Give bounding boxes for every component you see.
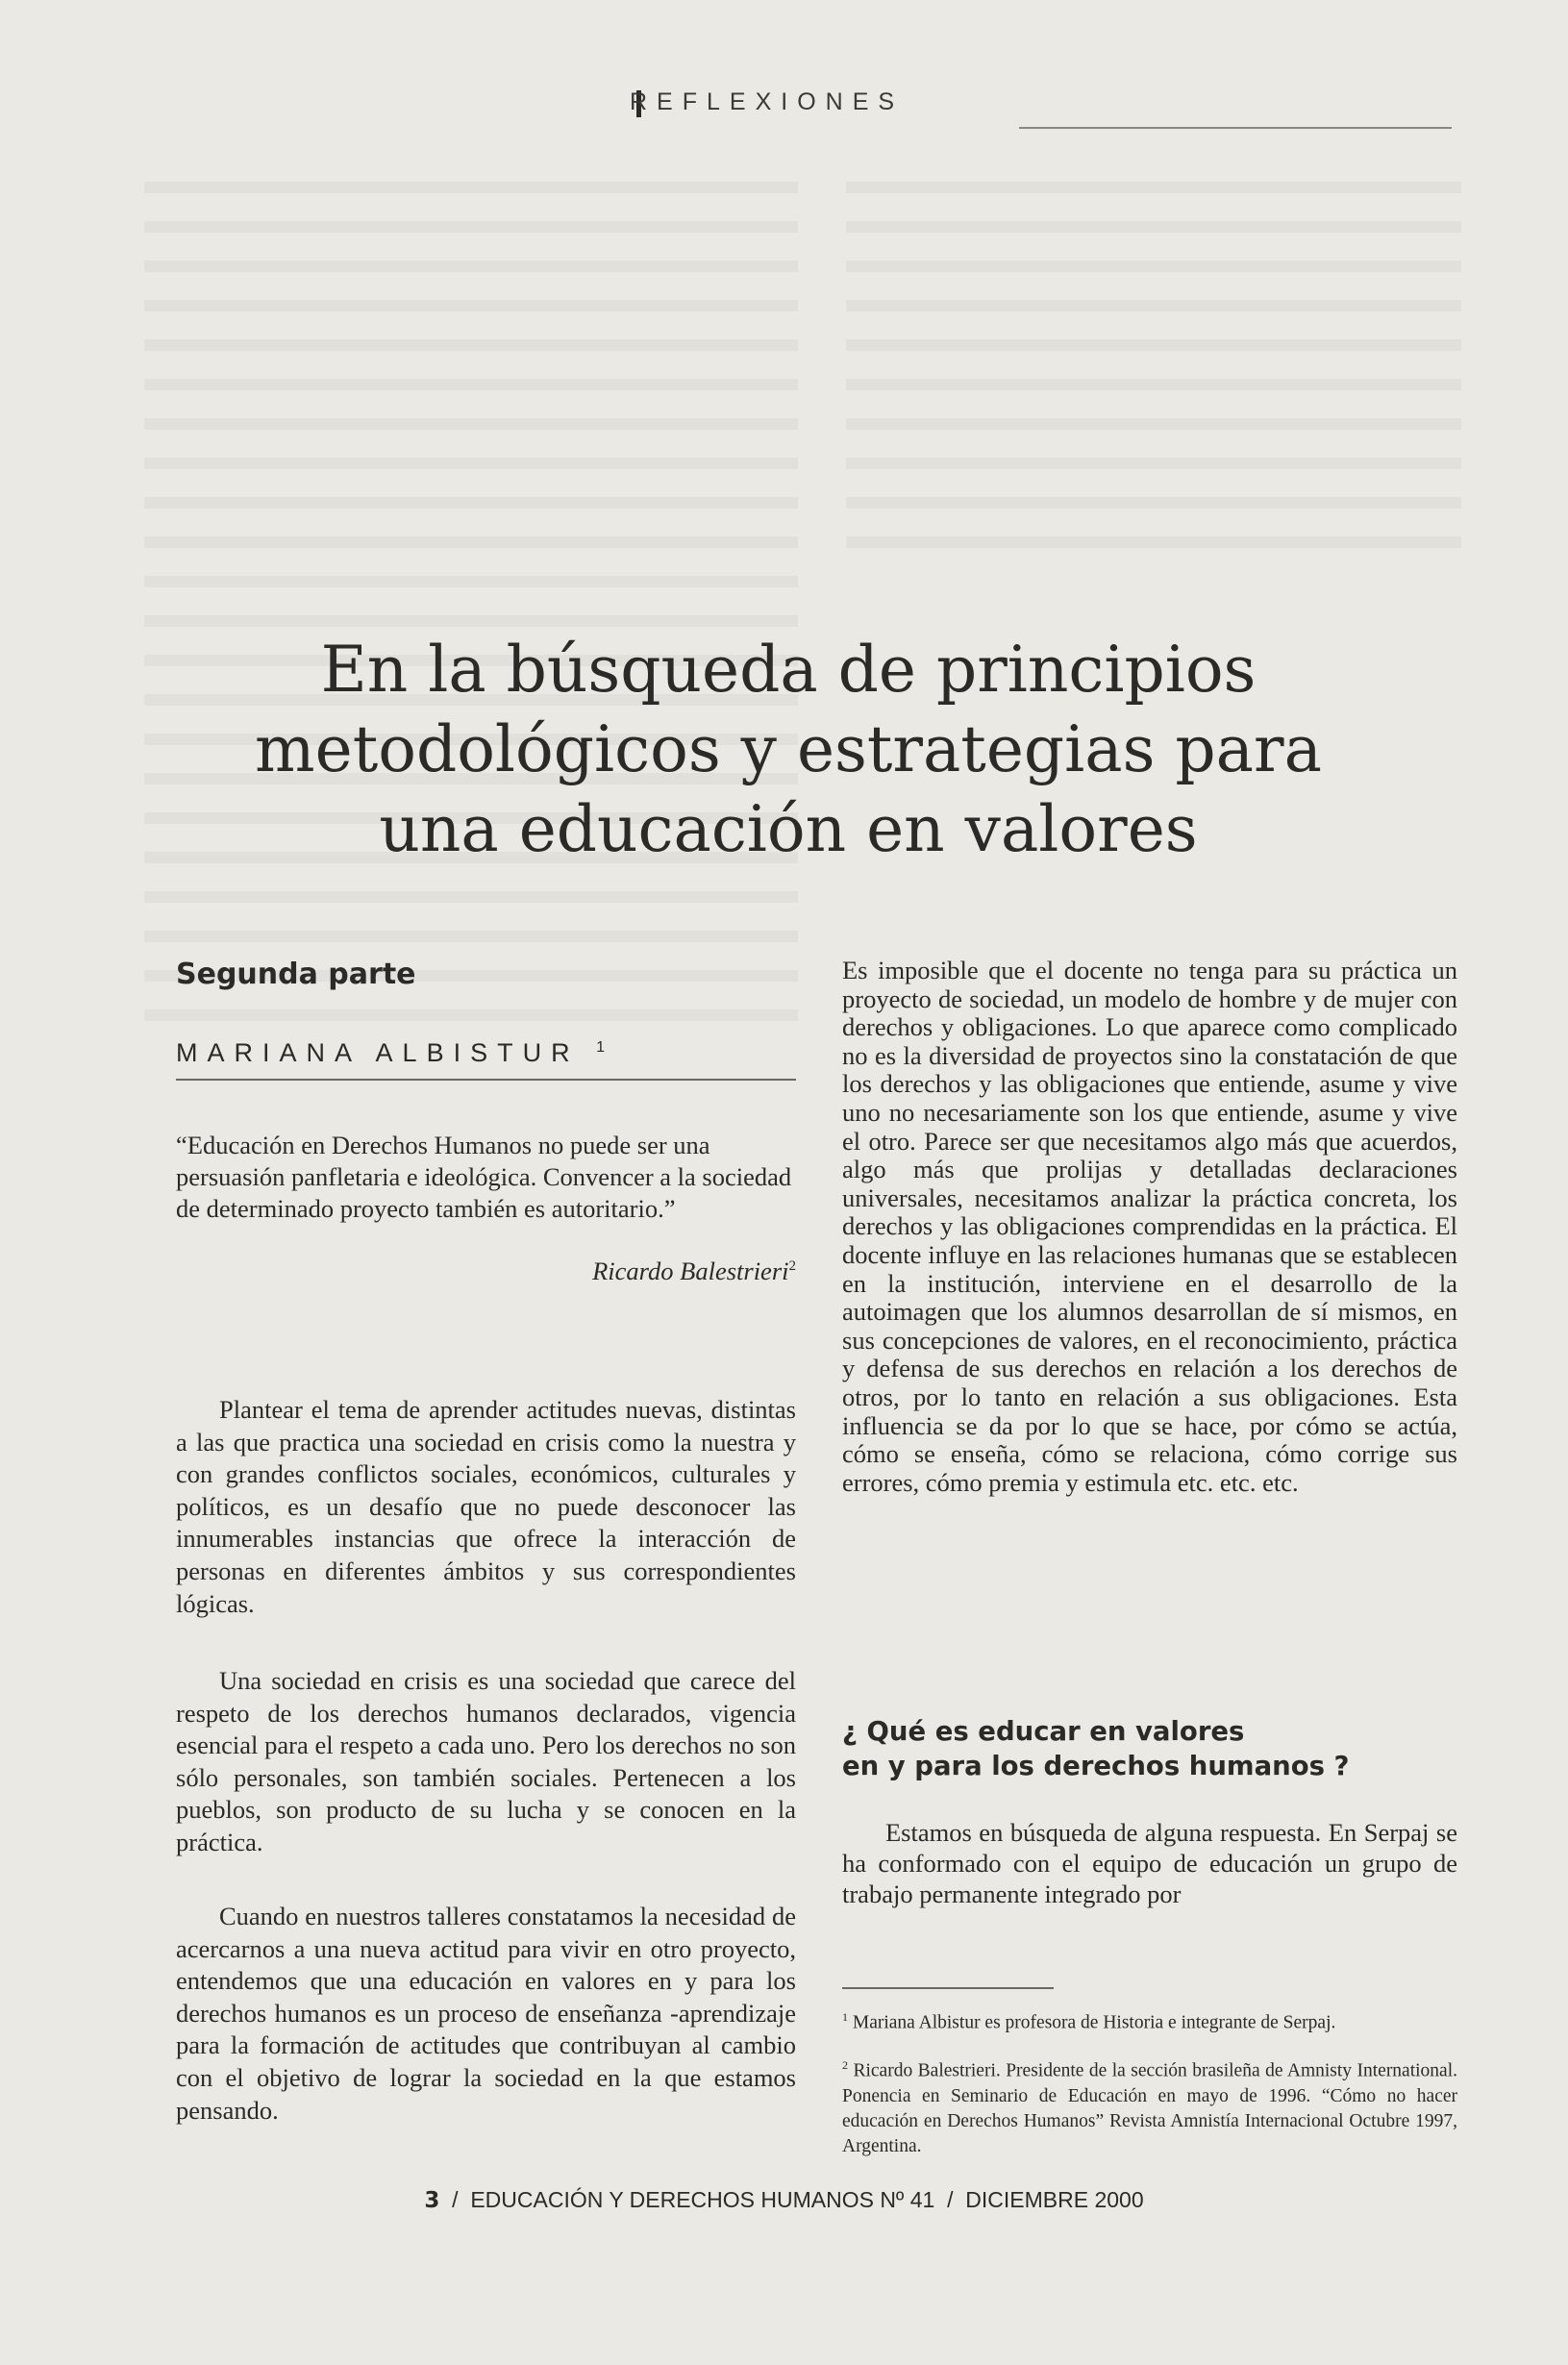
footnote-rule: [842, 1987, 1054, 1989]
section-heading-line: en y para los derechos humanos ?: [842, 1751, 1350, 1781]
body-paragraph: Una sociedad en crisis es una sociedad que carece del respeto de los derechos humanos declarados, vigencia esencial para el respeto a cada uno. Pero los derechos no son sólo personales, son también sociales. Pertenecen a los pueblos, son producto de su lucha y se conocen en la práctica.: [176, 1666, 796, 1856]
body-paragraph: Es imposible que el docente no tenga para su práctica un proyecto de sociedad, un modelo de hombre y de mujer con derechos y obligaciones. Lo que aparece como complicado no es la diversidad de proyectos sino la constatación de que los derechos y las obligaciones que entiende, asume y vive uno no necesariamente son los que entiende, asume y vive el otro. Parece ser que necesitamos algo más que acuerdos, algo más que prolijas y detalladas declaraciones universales, necesitamos analizar la práctica concreta, los derechos y las obligaciones comprendidas en la práctica. El docente influye en las relaciones humanas que se establecen en la institución, interviene en el desarrollo de la autoimagen que los alumnos desarrollan de sí mismos, en sus concepciones de valores, en el reconocimiento, práctica y defensa de sus derechos en relación a los derechos de otros, por lo tanto en relación a sus obligaciones. Esta influencia se da por lo que se hace, por cómo se actúa, cómo se enseña, cómo se relaciona, cómo corrige sus errores, cómo premia y estimula etc. etc. etc.: [842, 956, 1457, 1497]
footnote-mark: 2: [842, 2058, 848, 2072]
body-paragraph: Cuando en nuestros talleres constatamos la necesidad de acercarnos a una nueva actitud para vivir en otro proyecto, entendemos que una educación en valores en y para los derechos humanos es un proceso de enseñanza -aprendizaje para la formación de actitudes que contribuyan al cambio con el objetivo de lograr la sociedad en la que estamos pensando.: [176, 1902, 796, 2125]
author-footnote-mark: 1: [596, 1039, 605, 1056]
running-head-rule: [1019, 127, 1452, 129]
page-footer: [0, 2187, 1568, 2213]
author-rule: [176, 1079, 796, 1081]
title-line: En la búsqueda de principios: [320, 633, 1257, 707]
page-number: 3: [424, 2188, 440, 2213]
epigraph-attribution: [176, 1257, 796, 1286]
epigraph-quote: “Educación en Derechos Humanos no puede ser una persuasión panfletaria e ideológica. Convencer a la sociedad de determinado proyecto también es autoritario.”: [176, 1131, 792, 1223]
title-line: metodológicos y estrategias para: [255, 712, 1322, 786]
section-heading-line: ¿ Qué es educar en valores: [842, 1716, 1245, 1747]
publication-name: EDUCACIÓN Y DERECHOS HUMANOS Nº 41: [470, 2187, 935, 2212]
footnote: [842, 2004, 1457, 2036]
body-paragraph: Plantear el tema de aprender actitudes nuevas, distintas a las que practica una sociedad en crisis como la nuestra y con grandes conflictos sociales, económicos, culturales y políticos, es un desafío que no puede desconocer las innumerables instancias que ofrece la interacción de personas en diferentes ámbitos y sus correspondientes lógicas.: [176, 1395, 796, 1618]
footnote: [842, 2053, 1457, 2159]
running-head: REFLEXIONES: [630, 88, 905, 115]
author-name: MARIANA ALBISTUR: [176, 1038, 580, 1067]
title-line: una educación en valores: [379, 792, 1198, 866]
publication-date: DICIEMBRE 2000: [965, 2187, 1144, 2212]
footnote-text: Ricardo Balestrieri. Presidente de la sección brasileña de Amnisty International. Ponencia en Seminario de Educación en mayo de 1996. “Cómo no hacer educación en Derechos Humanos” Revista Amnistía Internacional Octubre 1997, Argentina.: [842, 2060, 1457, 2156]
section-heading: [842, 1714, 1457, 1783]
bleed-through-left: [144, 168, 798, 1033]
footer-separator: /: [947, 2187, 954, 2212]
epigraph-footnote-mark: 2: [788, 1258, 796, 1275]
footnote-mark: 1: [842, 2010, 848, 2024]
bleed-through-right: [846, 168, 1461, 572]
footnote-text: Mariana Albistur es profesora de Historia e integrante de Serpaj.: [852, 2012, 1336, 2033]
section-paragraph: Estamos en búsqueda de alguna respuesta. En Serpaj se ha conformado con el equipo de educación un grupo de trabajo permanente integrado por: [842, 1818, 1457, 1908]
article-subtitle: Segunda parte: [176, 958, 416, 991]
footer-separator: /: [452, 2187, 459, 2212]
epigraph-author: Ricardo Balestrieri: [592, 1257, 789, 1285]
author-byline: [176, 1038, 605, 1068]
article-title: [125, 630, 1452, 869]
